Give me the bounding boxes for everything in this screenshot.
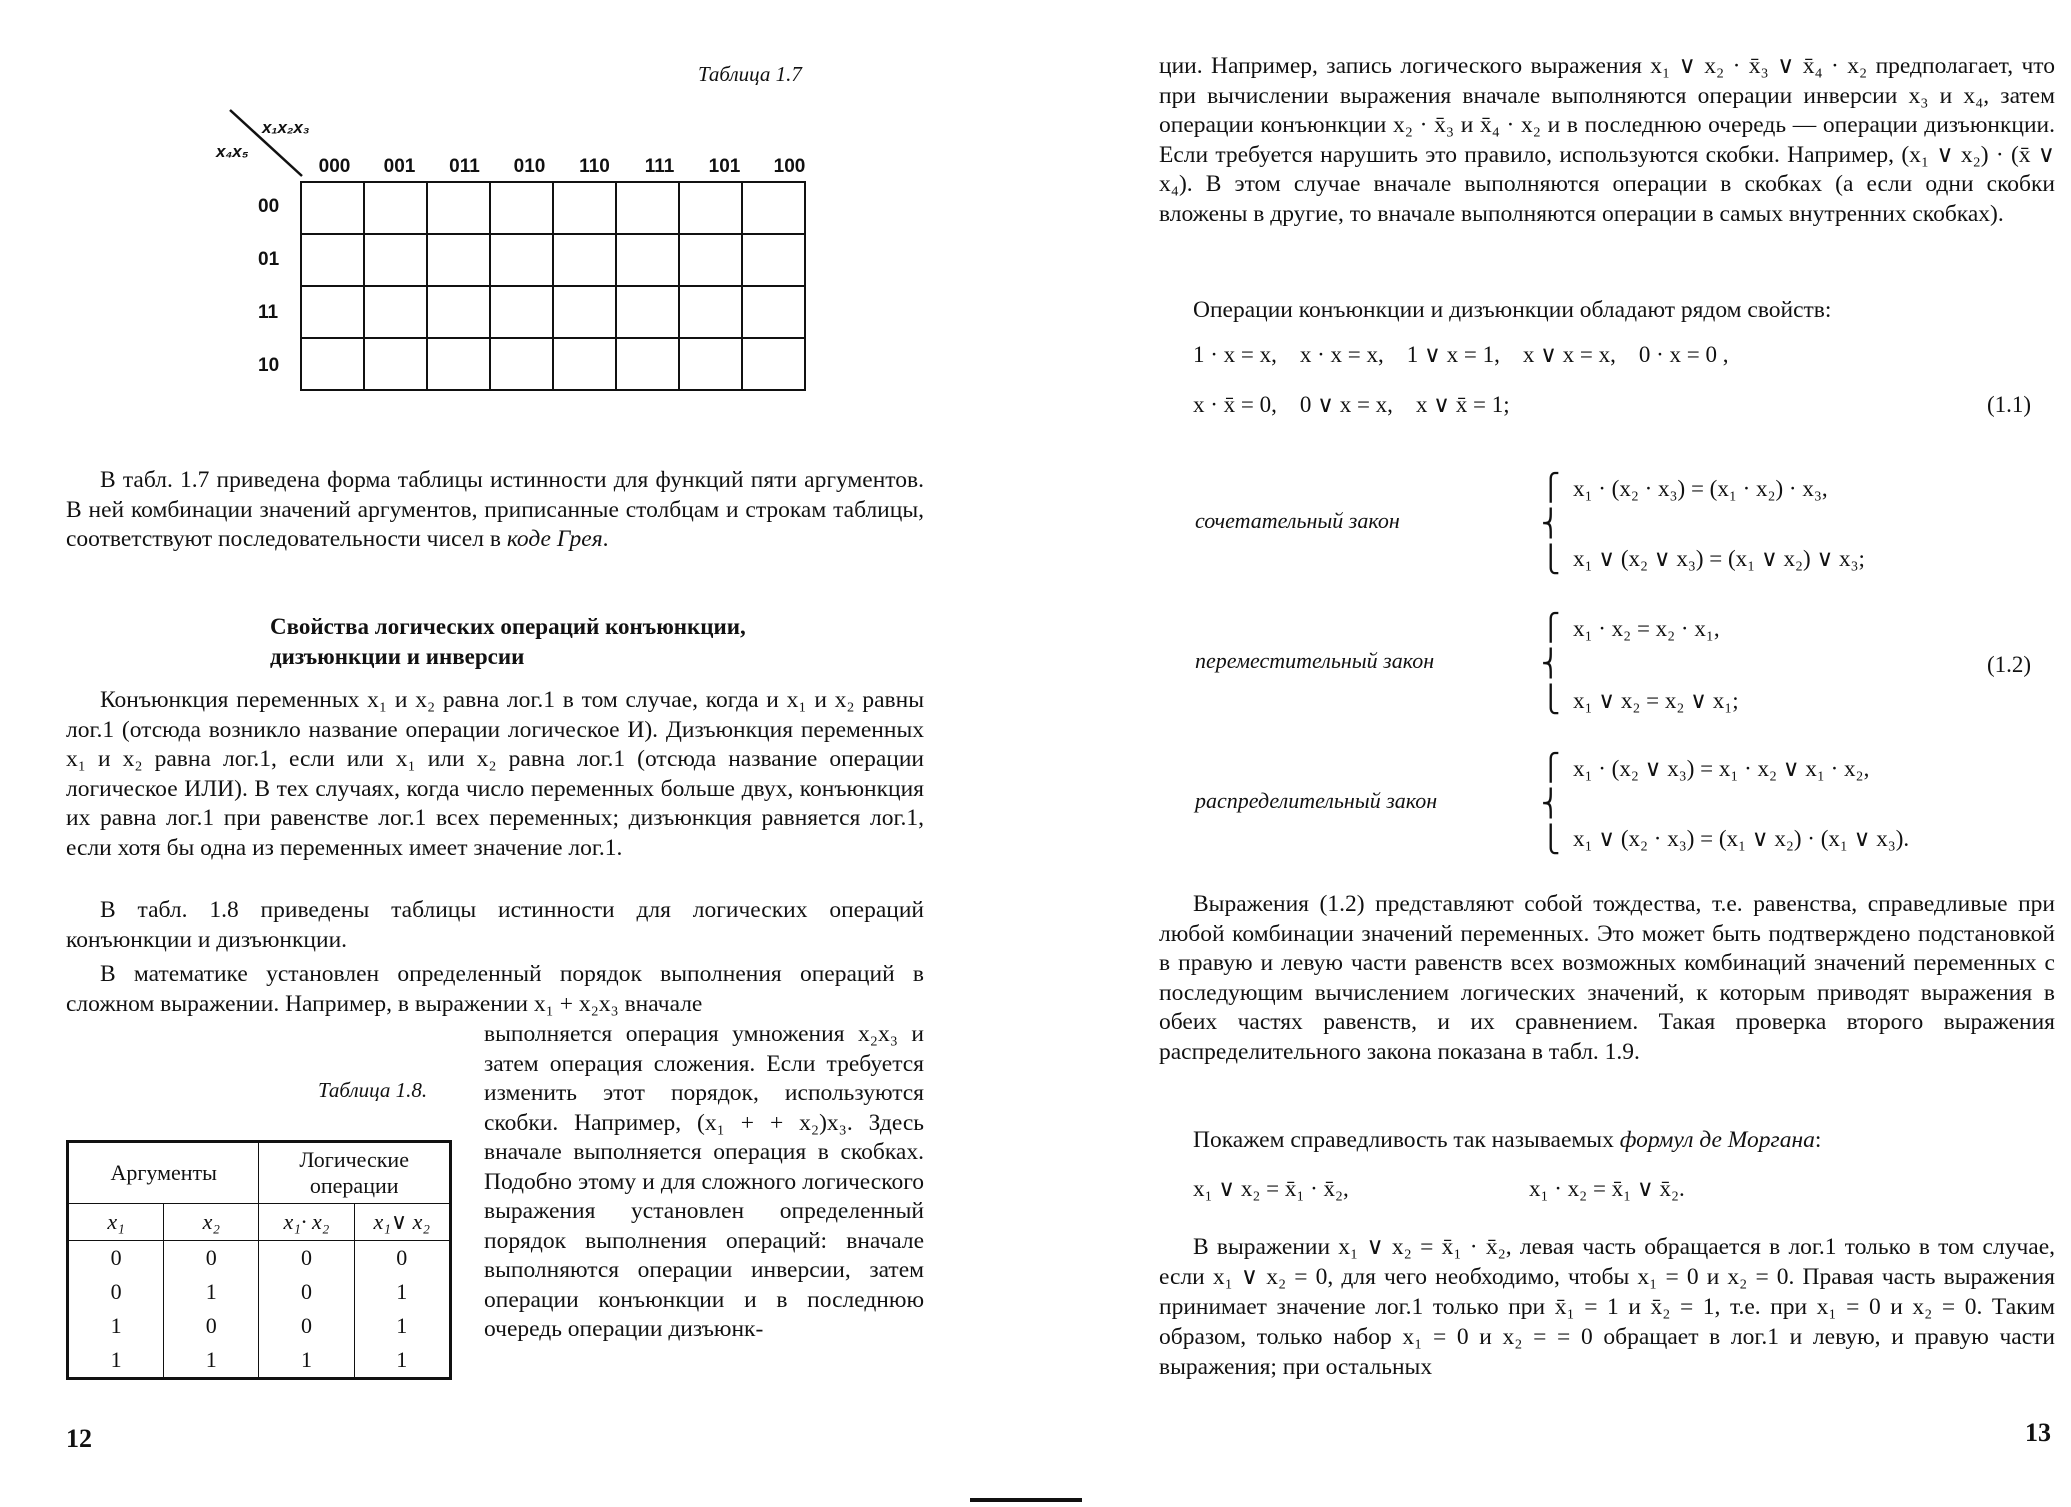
kmap-row-label: 11 [258,302,279,323]
law-equation: x₁ · x₂ = x₂ · x₁, [1573,616,1720,641]
table-subheader: x₁· x₂ [259,1204,354,1241]
table-cell: 0 [259,1309,354,1343]
table-cell: 0 [164,1241,259,1276]
table-cell: 1 [354,1309,450,1343]
paragraph-de-morgan-intro [1159,1126,2055,1156]
paragraph-de-morgan-proof: В выражении x₁ ∨ x₂ = x̄₁ · x̄₂, левая часть обращается в лог.1 только в том случае, если x₁ ∨ x₂ = 0, для чего необходимо, чтобы x₁ = 0 и x₂ = 0. Правая часть выражения принимает значение лог.1 только при x̄₁ = 1 и x̄₂ = 1, т.е. при x₁ = 0 и x₂ = 0. Таким образом, только набор x₁ = 0 и x₂ = = 0 обращает в лог.1 и левую, и правую части выражения; при остальных [1159,1234,2055,1380]
table-1-7-caption: Таблица 1.7 [698,62,802,86]
paragraph-end: . [602,526,609,552]
paragraph-conjunction: Конъюнкция переменных x₁ и x₂ равна лог.1 в том случае, когда и x₁ и x₂ равны лог.1 (отсюда возникло название операции логическое И). Дизъюнкция переменных x₁ и x₂ равна лог.1, если или x₁ или x₂ равна лог.1 (отсюда название операции логическое ИЛИ). В тех случаях, когда число переменных больше двух, конъюнкция их равна лог.1 при равенстве лог.1 всех переменных; дизъюнкция равняется лог.1, если хотя бы одна из переменных имеет значение лог.1. [66,687,924,861]
paragraph-order-of-ops: В математике установлен определенный порядок выполнения операций в сложном выражении. Например, в выражении x₁ + x₂x₃ вначале [66,961,924,1017]
table-cell: 0 [164,1309,259,1343]
kmap-row-label: 01 [258,249,280,270]
table-1-8-caption: Таблица 1.8. [318,1078,428,1102]
kmap-col-label: 001 [383,156,416,177]
page-number-right: 13 [2025,1418,2051,1447]
table-row [68,1241,451,1276]
page-number-left: 12 [66,1424,92,1453]
equation-1-1-line2: x · x̄ = 0, 0 ∨ x = x, x ∨ x̄ = 1; [1193,392,1510,417]
law-equation: x₁ ∨ (x₂ ∨ x₃) = (x₁ ∨ x₂) ∨ x₃; [1573,546,1865,571]
paragraph-order-of-ops-cont: выполняется операция умножения x₂x₃ и затем операция сложения. Если требуется изменить этот порядок, используются скобки. Например, (x₁ + + x₂)x₃. Здесь вначале выполняется операция в скобках. Подобно этому и для сложного логического выражения установлен определенный порядок выполнения операций: вначале выполняются операции инверсии, затем операции конъюнкции и в последнюю очередь операции дизъюнк- [484,1021,924,1342]
table-cell: 0 [354,1241,450,1276]
law-equation: x₁ ∨ (x₂ · x₃) = (x₁ ∨ x₂) · (x₁ ∨ x₃). [1573,826,1910,851]
de-morgan-formula-1: x₁ ∨ x₂ = x̄₁ · x̄₂, [1193,1176,1349,1201]
paragraph-italic-term: формул де Моргана [1619,1127,1815,1153]
kmap-col-label: 110 [579,156,610,177]
kmap-row-vars: x₄x₅ [216,142,249,161]
paragraph-italic-term: коде Грея [506,526,603,552]
paragraph-expression-example: ции. Например, запись логического выражения x₁ ∨ x₂ · x̄₃ ∨ x̄₄ · x₂ предполагает, что при вычислении выражения вначале выполняются операции инверсии x₃ и x₄, затем операции конъюнкции x₂ · x̄₃ и x̄₄ · x₂ и в последнюю очередь — операции дизъюнкции. Если требуется нарушить это правило, используются скобки. Например, (x₁ ∨ x₂) · (x̄ ∨ x₄). В этом случае вначале выполняются операции в скобках (а если одни скобки вложены в другие, то вначале выполняются операции в самых внутренних скобках). [1159,53,2055,227]
table-row [68,1275,451,1309]
law-equation: x₁ · (x₂ · x₃) = (x₁ · x₂) · x₃, [1573,476,1828,501]
table-header-args: Аргументы [68,1142,259,1204]
table-cell: 0 [259,1241,354,1276]
table-cell: 0 [68,1241,164,1276]
table-row [68,1309,451,1343]
table-cell: 0 [259,1275,354,1309]
kmap-col-label: 111 [644,156,675,177]
karnaugh-map-grid [300,181,806,391]
right-page [1035,0,2071,1507]
scan-divider-mark [970,1498,1082,1502]
table-cell: 1 [164,1343,259,1379]
paragraph-text: В табл. 1.7 приведена форма таблицы истинности для функций пяти аргументов. В ней комбинации значений аргументов, приписанные столбцам и строкам таблицы, соответствуют последовательности чисел в [66,467,924,552]
kmap-col-label: 011 [449,156,480,177]
table-cell: 1 [164,1275,259,1309]
table-cell: 0 [68,1275,164,1309]
kmap-col-label: 000 [318,156,351,177]
table-subheader: x₁∨ x₂ [354,1204,450,1241]
paragraph-table-1-7 [66,466,924,555]
kmap-col-label: 101 [708,156,741,177]
table-subheader: x₂ [164,1204,259,1241]
table-header-ops: Логические операции [259,1142,451,1204]
kmap-col-vars: x₁x₂x₃ [262,118,310,137]
table-cell: 1 [354,1275,450,1309]
equation-1-1-line1: 1 · x = x, x · x = x, 1 ∨ x = 1, x ∨ x = x, 0 · x = 0 , [1193,342,1729,367]
de-morgan-formula-2: x₁ · x₂ = x̄₁ ∨ x̄₂. [1529,1176,1685,1201]
brace-commutative: ⎧ ⎨ ⎩ [1541,613,1561,715]
section-heading [270,612,746,672]
paragraph-end: : [1814,1127,1822,1153]
paragraph-properties-intro: Операции конъюнкции и дизъюнкции обладают рядом свойств: [1193,297,1832,323]
kmap-row-label: 10 [258,355,280,376]
law-name-distributive: распределительный закон [1195,788,1438,813]
truth-table-1-8 [66,1140,452,1380]
kmap-col-labels [302,156,822,178]
paragraph-text: Покажем справедливость так называемых [1193,1127,1620,1153]
law-equation: x₁ ∨ x₂ = x₂ ∨ x₁; [1573,688,1739,713]
kmap-row-label: 00 [258,196,280,217]
table-cell: 1 [68,1343,164,1379]
equation-number-1-1: (1.1) [1987,392,2032,417]
paragraph-table-1-8-ref: В табл. 1.8 приведены таблицы истинности для логических операций конъюнкции и дизъюнкции. [66,897,924,953]
law-name-commutative: переместительный закон [1195,648,1435,673]
kmap-col-label: 010 [513,156,546,177]
table-row [68,1343,451,1379]
brace-distributive: ⎧ ⎨ ⎩ [1541,753,1561,855]
law-equation: x₁ · (x₂ ∨ x₃) = x₁ · x₂ ∨ x₁ · x₂, [1573,756,1870,781]
equation-number-1-2: (1.2) [1987,652,2032,677]
paragraph-identities: Выражения (1.2) представляют собой тождества, т.е. равенства, справедливые при любой комбинации значений переменных. Это может быть подтверждено подстановкой в правую и левую части равенств всех возможных комбинаций значений переменных с последующим вычислением логических значений, к которым приводят выражения в обеих частях равенств, и их сравнением. Такая проверка второго выражения распределительного закона показана в табл. 1.9. [1159,891,2055,1065]
table-subheader: x₁ [68,1204,164,1241]
heading-line: дизъюнкции и инверсии [270,644,525,669]
table-cell: 1 [259,1343,354,1379]
brace-associative: ⎧ ⎨ ⎩ [1541,473,1561,575]
left-page [0,0,1035,1507]
heading-line: Свойства логических операций конъюнкции, [270,614,746,639]
table-cell: 1 [354,1343,450,1379]
law-name-associative: сочетательный закон [1195,508,1400,533]
table-cell: 1 [68,1309,164,1343]
kmap-col-label: 100 [773,156,806,177]
